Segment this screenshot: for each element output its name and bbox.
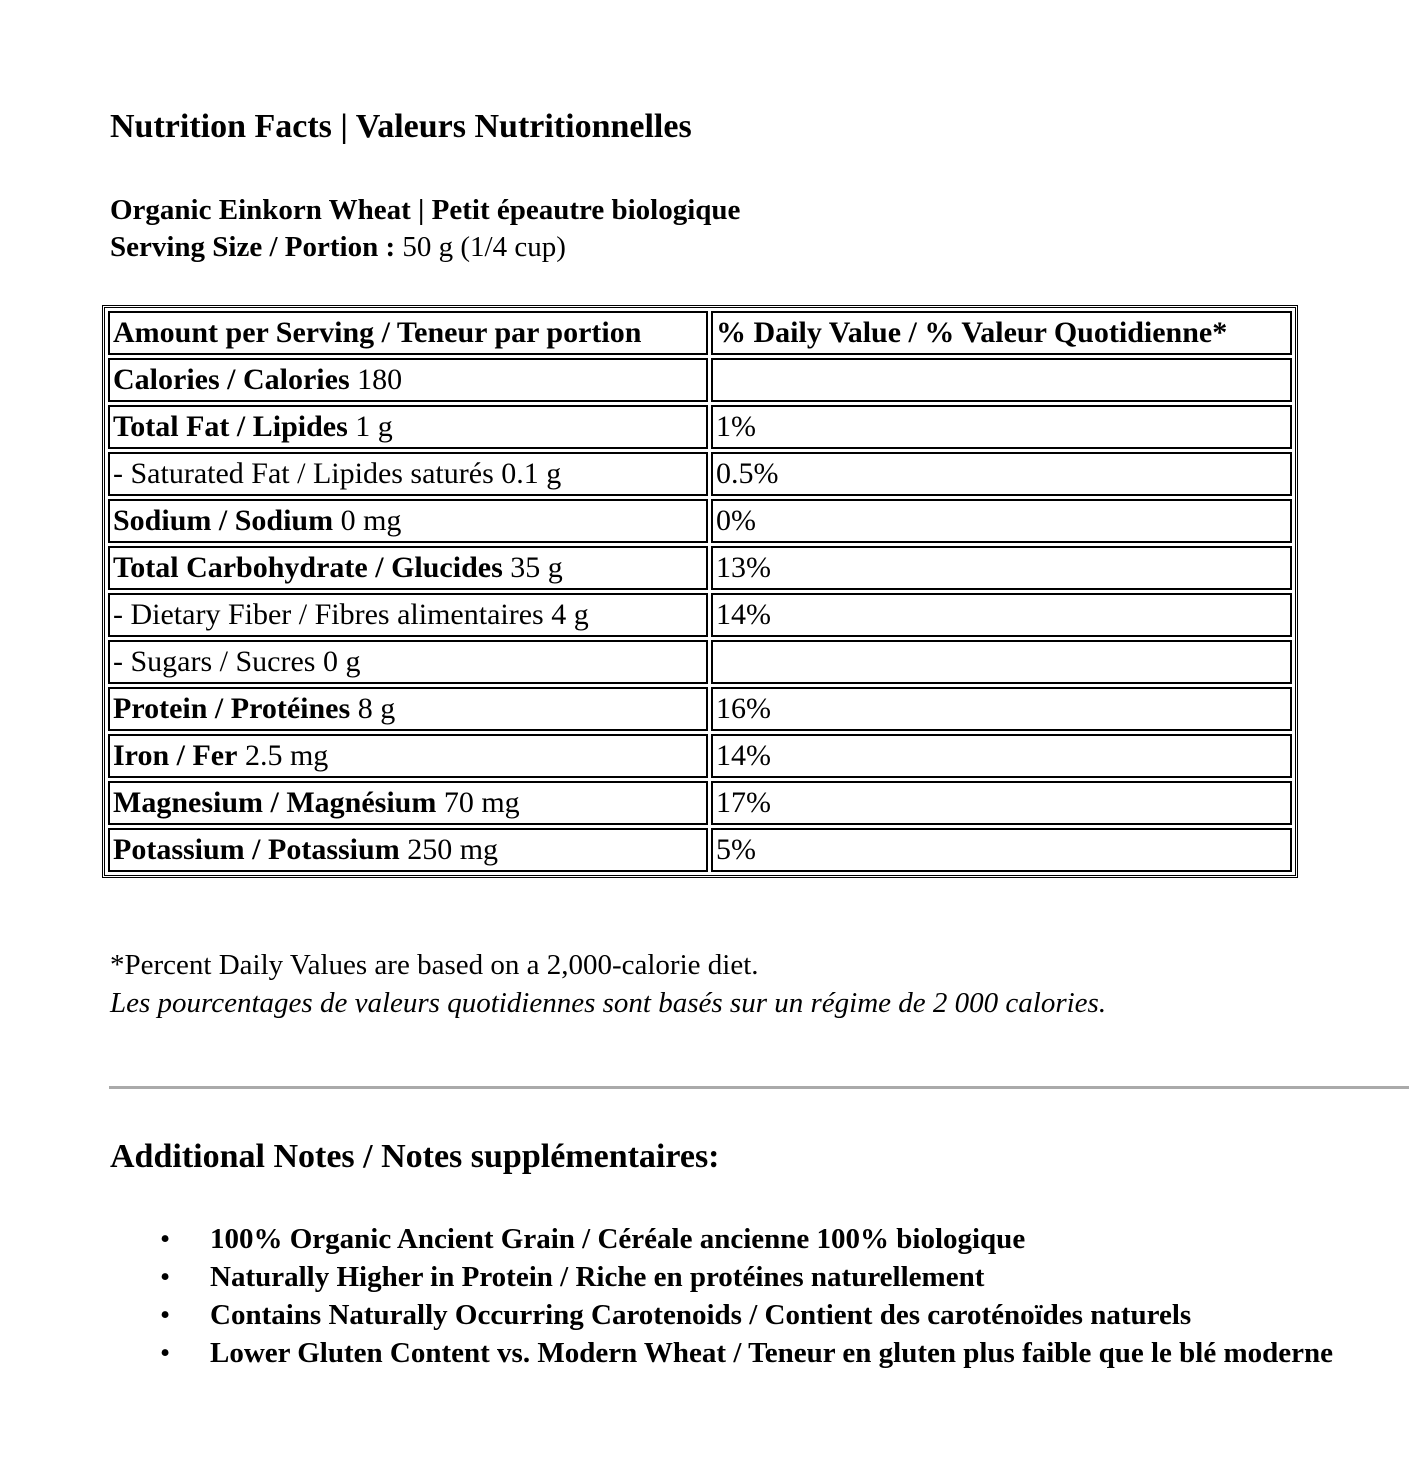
nutrient-cell — [108, 452, 708, 496]
table-row — [108, 640, 1292, 684]
nutrient-cell — [108, 405, 708, 449]
nutrient-label: - Sugars / Sucres — [113, 645, 316, 678]
bullet-icon: • — [160, 1337, 171, 1369]
nutrient-amount: 0 g — [322, 645, 361, 678]
bullet-icon: • — [160, 1299, 171, 1331]
serving-value: 50 g (1/4 cup) — [402, 231, 566, 263]
product-info — [110, 192, 740, 266]
nutrient-label: - Dietary Fiber / Fibres alimentaires — [113, 598, 544, 631]
nutrient-cell — [108, 687, 708, 731]
notes-list — [160, 1220, 1385, 1372]
table-row — [108, 499, 1292, 543]
bullet-icon: • — [160, 1223, 171, 1255]
nutrient-label: Iron / Fer — [113, 739, 238, 772]
note-text: Lower Gluten Content vs. Modern Wheat / Teneur en gluten plus faible que le blé moderne — [210, 1337, 1333, 1369]
page-title: Nutrition Facts | Valeurs Nutritionnelles — [110, 108, 692, 145]
product-name: Organic Einkorn Wheat | Petit épeautre biologique — [110, 194, 741, 226]
daily-value-cell: 5% — [711, 828, 1292, 872]
note-text: Naturally Higher in Protein / Riche en protéines naturellement — [210, 1261, 985, 1293]
table-row — [108, 734, 1292, 778]
note-text: 100% Organic Ancient Grain / Céréale ancienne 100% biologique — [210, 1223, 1026, 1255]
list-item — [160, 1258, 1385, 1296]
table-row — [108, 781, 1292, 825]
nutrient-amount: 70 mg — [443, 786, 520, 819]
amount-header: Amount per Serving / Teneur par portion — [108, 311, 708, 355]
footnote-french: Les pourcentages de valeurs quotidiennes sont basés sur un régime de 2 000 calories. — [110, 987, 1107, 1019]
table-row — [108, 358, 1292, 402]
nutrient-label: Calories / Calories — [113, 363, 350, 396]
nutrient-cell — [108, 358, 708, 402]
horizontal-divider — [109, 1086, 1409, 1089]
nutrient-amount: 180 — [357, 363, 403, 396]
footnote-english: *Percent Daily Values are based on a 2,000-calorie diet. — [110, 949, 759, 981]
daily-value-cell: 0.5% — [711, 452, 1292, 496]
list-item — [160, 1220, 1385, 1258]
nutrition-table — [102, 305, 1298, 878]
notes-title: Additional Notes / Notes supplémentaires: — [110, 1138, 720, 1175]
nutrient-amount: 1 g — [355, 410, 393, 443]
nutrient-amount: 250 mg — [407, 833, 499, 866]
daily-value-cell: 0% — [711, 499, 1292, 543]
nutrient-label: - Saturated Fat / Lipides saturés — [113, 457, 494, 490]
nutrient-label: Sodium / Sodium — [113, 504, 334, 537]
list-item — [160, 1334, 1385, 1372]
nutrient-label: Total Carbohydrate / Glucides — [113, 551, 503, 584]
nutrient-amount: 0.1 g — [501, 457, 562, 490]
footnote — [110, 946, 1106, 1022]
nutrient-cell — [108, 593, 708, 637]
nutrient-amount: 35 g — [510, 551, 563, 584]
table-row — [108, 452, 1292, 496]
daily-value-cell — [711, 640, 1292, 684]
daily-value-cell: 14% — [711, 593, 1292, 637]
daily-value-cell — [711, 358, 1292, 402]
nutrient-cell — [108, 781, 708, 825]
nutrient-amount: 8 g — [357, 692, 396, 725]
nutrient-label: Total Fat / Lipides — [113, 410, 348, 443]
daily-value-cell: 1% — [711, 405, 1292, 449]
table-row — [108, 405, 1292, 449]
nutrient-cell — [108, 640, 708, 684]
daily-value-header: % Daily Value / % Valeur Quotidienne* — [711, 311, 1292, 355]
serving-label: Serving Size / Portion : — [110, 231, 396, 263]
nutrient-label: Potassium / Potassium — [113, 833, 400, 866]
table-row — [108, 546, 1292, 590]
daily-value-cell: 13% — [711, 546, 1292, 590]
daily-value-cell: 14% — [711, 734, 1292, 778]
nutrient-label: Protein / Protéines — [113, 692, 351, 725]
daily-value-cell: 16% — [711, 687, 1292, 731]
nutrient-cell — [108, 546, 708, 590]
nutrient-label: Magnesium / Magnésium — [113, 786, 437, 819]
nutrient-amount: 2.5 mg — [244, 739, 329, 772]
note-text: Contains Naturally Occurring Carotenoids / Contient des caroténoïdes naturels — [210, 1299, 1192, 1331]
table-row — [108, 593, 1292, 637]
list-item — [160, 1296, 1385, 1334]
nutrient-amount: 4 g — [551, 598, 589, 631]
serving-size — [110, 229, 740, 266]
bullet-icon: • — [160, 1261, 171, 1293]
table-header-row — [108, 311, 1292, 355]
nutrient-amount: 0 mg — [340, 504, 402, 537]
table-row — [108, 687, 1292, 731]
nutrient-cell — [108, 734, 708, 778]
nutrient-cell — [108, 499, 708, 543]
nutrient-cell — [108, 828, 708, 872]
daily-value-cell: 17% — [711, 781, 1292, 825]
table-row — [108, 828, 1292, 872]
